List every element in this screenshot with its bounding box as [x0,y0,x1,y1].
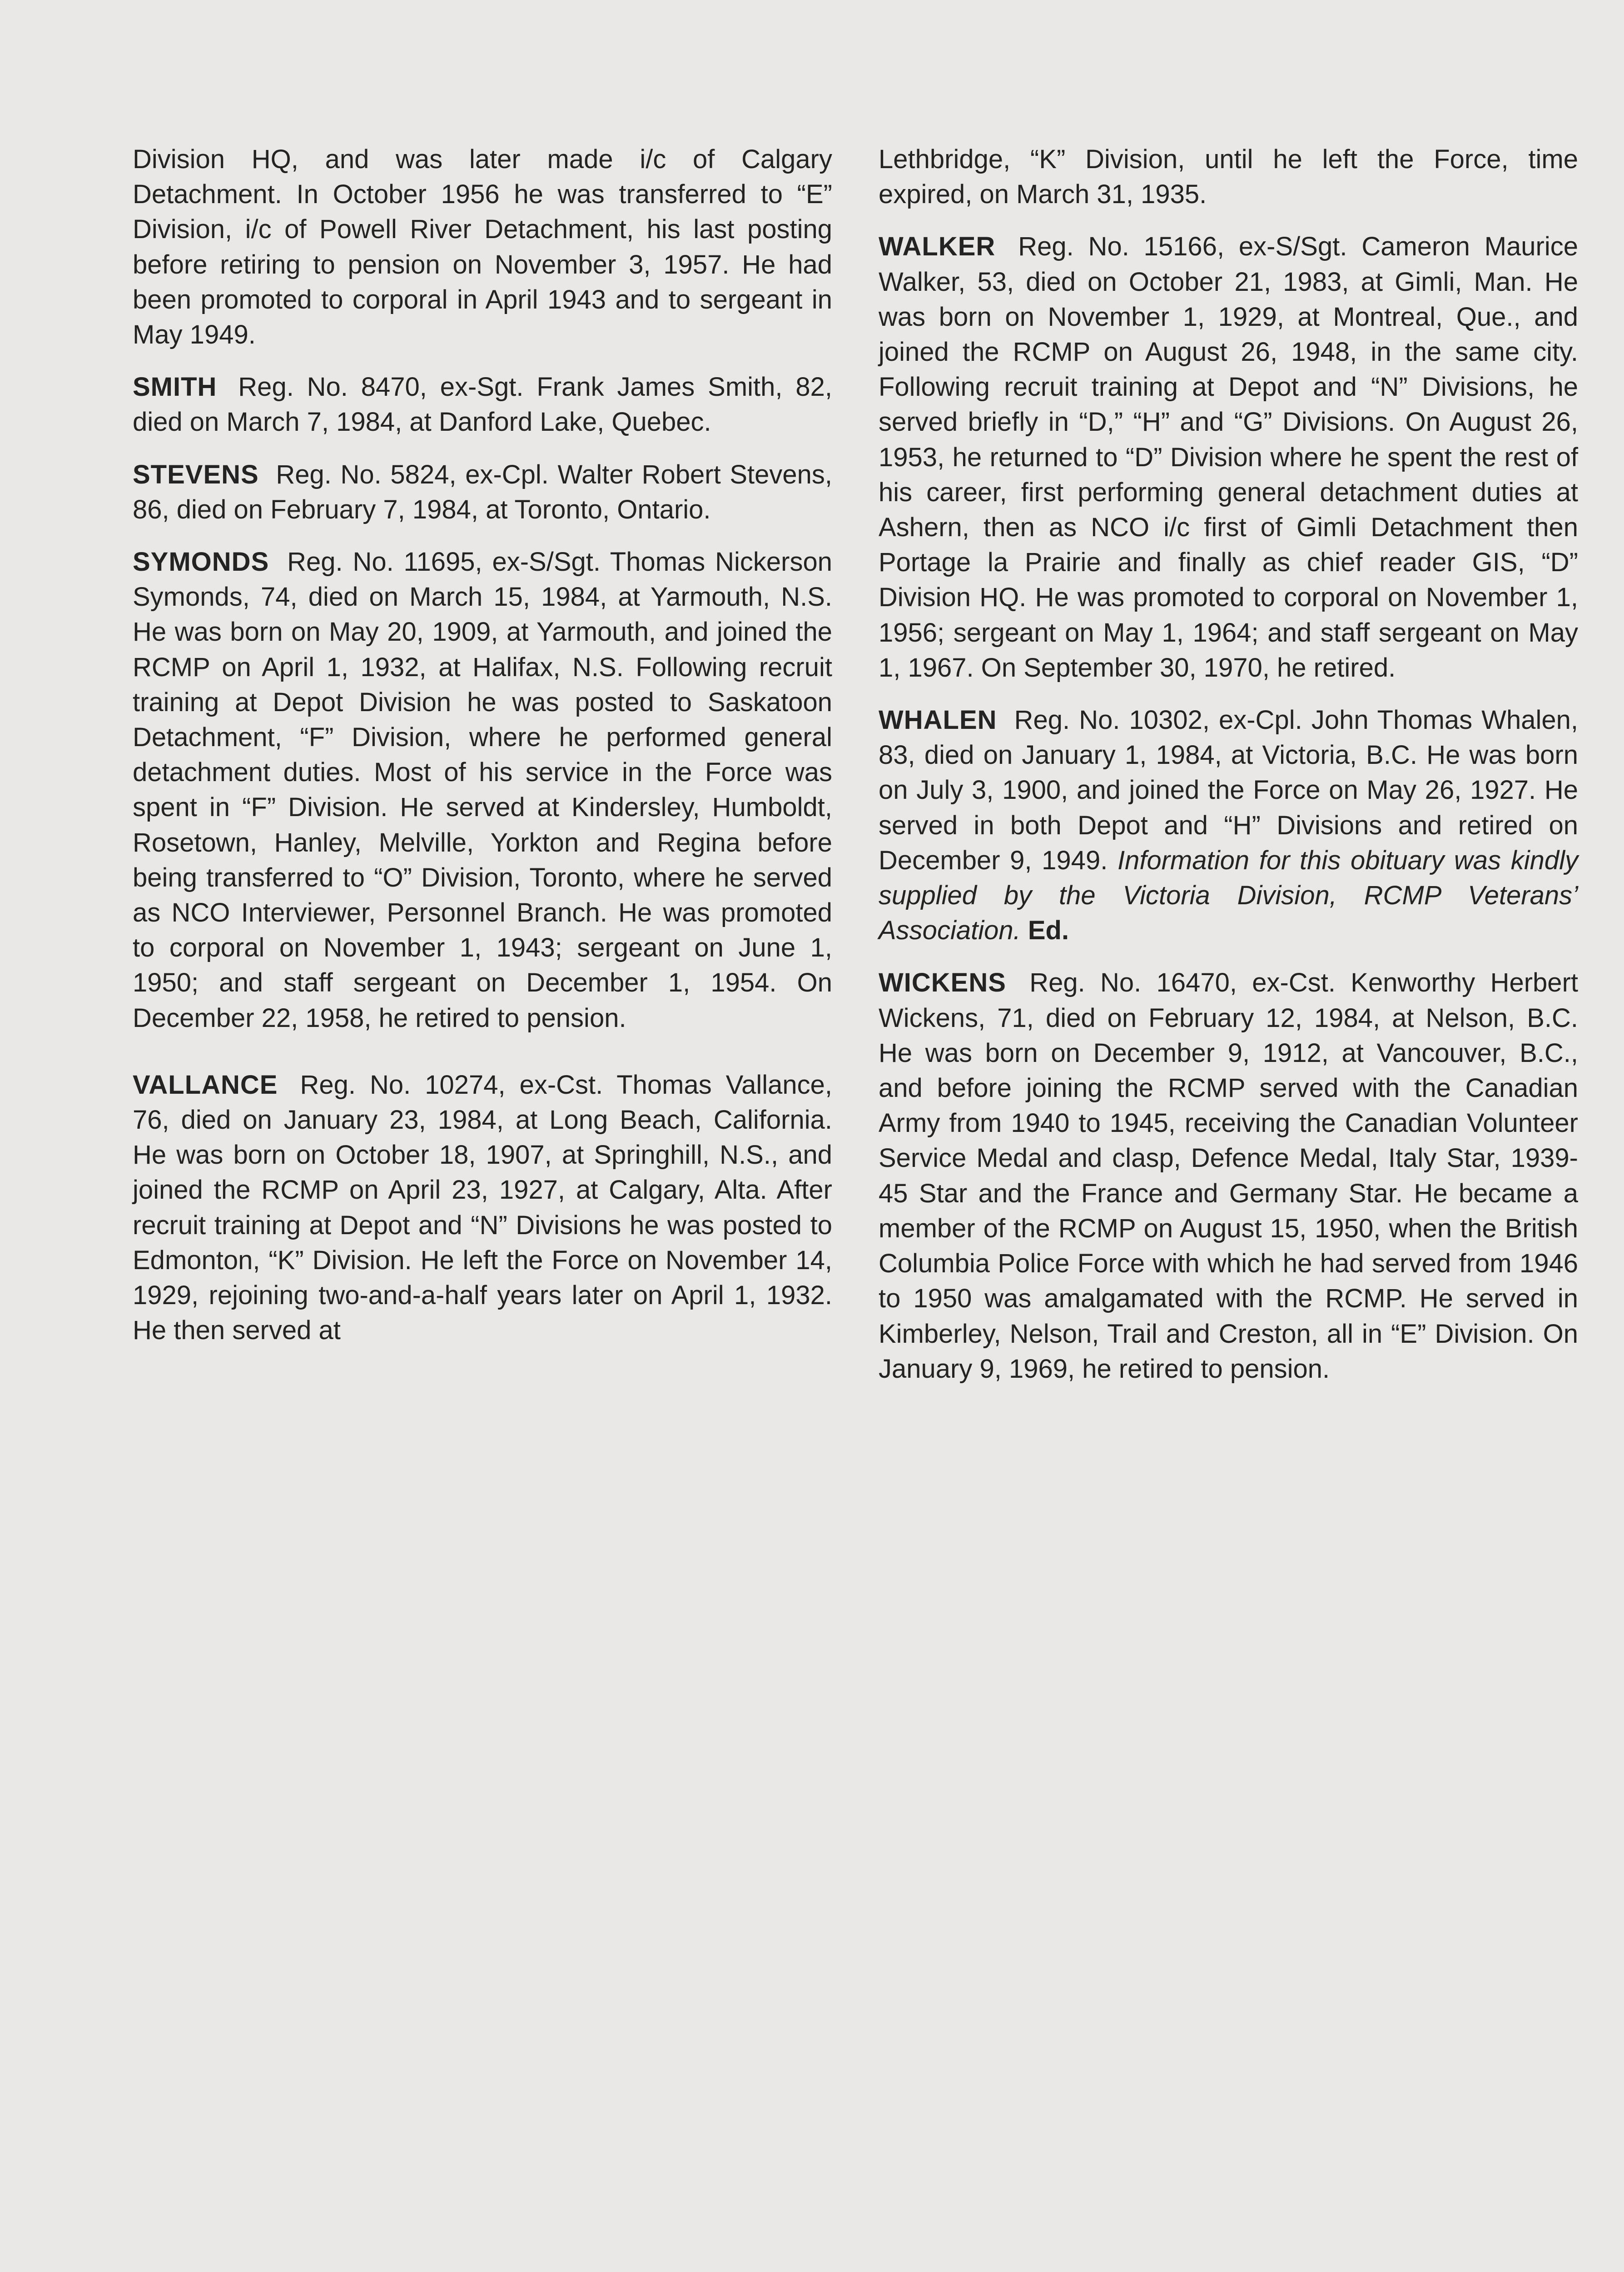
obituary-stevens [133,457,832,527]
obituary-name: SMITH [133,372,217,402]
obituary-text: Reg. No. 5824, ex-Cpl. Walter Robert Stevens, 86, died on February 7, 1984, at Toronto, Ontario. [133,459,832,524]
obituary-wickens [879,965,1578,1386]
obituary-name: WICKENS [879,968,1006,998]
obituary-text: Reg. No. 10302, ex-Cpl. John Thomas Whalen, 83, died on January 1, 1984, at Victoria, B.C. He was born on July 3, 1900, and joined the Force on May 26, 1927. He served in both Depot and “H” Divisions and retired on December 9, 1949. [879,705,1578,875]
obituary-name: WHALEN [879,705,997,735]
obituary-walker [879,229,1578,685]
right-column [879,142,1578,1404]
continued-obituary: Division HQ, and was later made i/c of Calgary Detachment. In October 1956 he was transferred to “E” Division, i/c of Powell River Detachment, his last posting before retiring to pension on November 3, 1957. He had been promoted to corporal in April 1943 and to sergeant in May 1949. [133,144,832,350]
obituary-note: Information for this obituary was kindly supplied by the Victoria Division, RCMP Veterans’ Association. [879,845,1578,946]
obituary-name: STEVENS [133,459,259,489]
obituary-symonds [133,544,832,1036]
obituary-name: SYMONDS [133,547,269,577]
editor-mark: Ed. [1028,916,1069,946]
continued-obituary: Lethbridge, “K” Division, until he left the Force, time expired, on March 31, 1935. [879,144,1578,209]
obituary-whalen [879,703,1578,948]
left-column [133,142,832,1365]
obituary-text: Reg. No. 8470, ex-Sgt. Frank James Smith, 82, died on March 7, 1984, at Danford Lake, Quebec. [133,372,832,437]
obituary-text: Reg. No. 10274, ex-Cst. Thomas Vallance, 76, died on January 23, 1984, at Long Beach, California. He was born on October 18, 1907, at Springhill, N.S., and joined the RCMP on April 23, 1927, at Calgary, Alta. After recruit training at Depot and “N” Divisions he was posted to Edmonton, “K” Division. He left the Force on November 14, 1929, rejoining two-and-a-half years later on April 1, 1932. He then served at [133,1070,832,1345]
obituary-text: Reg. No. 16470, ex-Cst. Kenworthy Herbert Wickens, 71, died on February 12, 1984, at Nelson, B.C. He was born on December 9, 1912, at Vancouver, B.C., and before joining the RCMP served with the Canadian Army from 1940 to 1945, receiving the Canadian Volunteer Service Medal and clasp, Defence Medal, Italy Star, 1939-45 Star and the France and Germany Star. He became a member of the RCMP on August 15, 1950, when the British Columbia Police Force with which he had served from 1946 to 1950 was amalgamated with the RCMP. He served in Kimberley, Nelson, Trail and Creston, all in “E” Division. On January 9, 1969, he retired to pension. [879,968,1578,1384]
obituary-name: WALKER [879,232,996,262]
obituary-text: Reg. No. 11695, ex-S/Sgt. Thomas Nickerson Symonds, 74, died on March 15, 1984, at Yarmouth, N.S. He was born on May 20, 1909, at Yarmouth, and joined the RCMP on April 1, 1932, at Halifax, N.S. Following recruit training at Depot Division he was posted to Saskatoon Detachment, “F” Division, where he performed general detachment duties. Most of his service in the Force was spent in “F” Division. He served at Kindersley, Humboldt, Rosetown, Hanley, Melville, Yorkton and Regina before being transferred to “O” Division, Toronto, where he served as NCO Interviewer, Personnel Branch. He was promoted to corporal on November 1, 1943; sergeant on June 1, 1950; and staff sergeant on December 1, 1954. On December 22, 1958, he retired to pension. [133,547,832,1033]
obituary-name: VALLANCE [133,1070,278,1100]
obituary-vallance [133,1067,832,1348]
obituary-text: Reg. No. 15166, ex-S/Sgt. Cameron Maurice Walker, 53, died on October 21, 1983, at Gimli, Man. He was born on November 1, 1929, at Montreal, Que., and joined the RCMP on August 26, 1948, in the same city. Following recruit training at Depot and “N” Divisions, he served briefly in “D,” “H” and “G” Divisions. On August 26, 1953, he returned to “D” Division where he spent the rest of his career, first performing general detachment duties at Ashern, then as NCO i/c first of Gimli Detachment then Portage la Prairie and finally as chief reader GIS, “D” Division HQ. He was promoted to corporal on November 1, 1956; sergeant on May 1, 1964; and staff sergeant on May 1, 1967. On September 30, 1970, he retired. [879,232,1578,683]
obituary-smith [133,369,832,439]
